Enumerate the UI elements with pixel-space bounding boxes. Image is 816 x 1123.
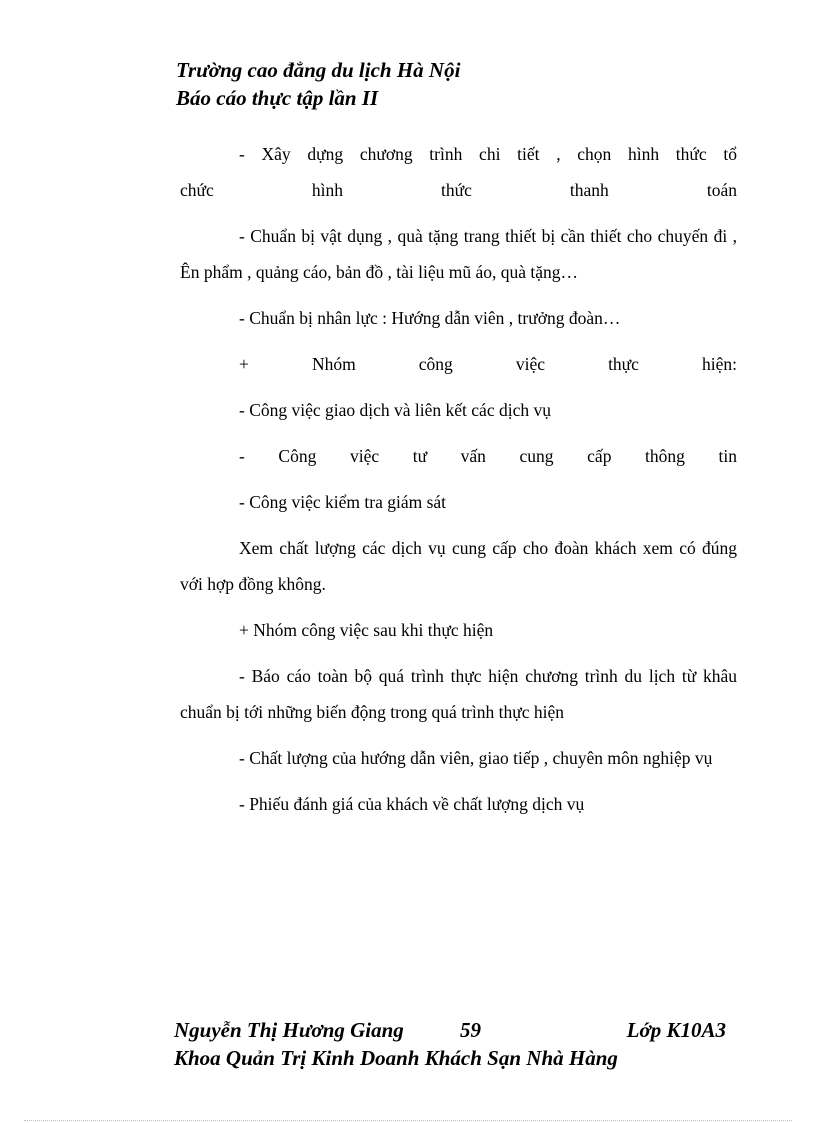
paragraph-1-line-2: chức hình thức thanh toán: [180, 180, 737, 200]
footer-page-number: 59: [460, 1018, 481, 1042]
paragraph-7: - Công việc kiểm tra giám sát: [239, 492, 447, 512]
paragraph-10: - Báo cáo toàn bộ quá trình thực hiện chương trình du lịch từ khâu chuẩn bị tới những biến động trong quá trình thực hiện: [180, 666, 737, 722]
paragraph-4: + Nhóm công việc thực hiện:: [239, 354, 737, 374]
paragraph-12: - Phiếu đánh giá của khách về chất lượng dịch vụ: [239, 794, 585, 814]
header-report-title: Báo cáo thực tập lần II: [176, 86, 379, 110]
paragraph-6: - Công việc tư vấn cung cấp thông tin: [239, 446, 737, 466]
paragraph-1-line-1: - Xây dựng chương trình chi tiết , chọn hình thức tổ: [239, 144, 737, 164]
paragraph-5: - Công việc giao dịch và liên kết các dịch vụ: [239, 400, 551, 420]
paragraph-11: - Chất lượng của hướng dẫn viên, giao tiếp , chuyên môn nghiệp vụ: [239, 748, 713, 768]
paragraph-8: Xem chất lượng các dịch vụ cung cấp cho đoàn khách xem có đúng với hợp đồng không.: [180, 538, 737, 594]
header-school-name: Trường cao đẳng du lịch Hà Nội: [176, 58, 461, 82]
paragraph-9: + Nhóm công việc sau khi thực hiện: [239, 620, 494, 640]
footer-faculty: Khoa Quản Trị Kinh Doanh Khách Sạn Nhà Hàng: [174, 1046, 618, 1070]
paragraph-2: - Chuẩn bị vật dụng , quà tặng trang thiết bị cần thiết cho chuyến đi , Ên phẩm , quảng cáo, bản đồ , tài liệu mũ áo, quà tặng…: [180, 226, 737, 282]
page-bottom-divider: [24, 1120, 792, 1121]
paragraph-3: - Chuẩn bị nhân lực : Hướng dẫn viên , trưởng đoàn…: [239, 308, 621, 328]
footer-author: Nguyễn Thị Hương Giang: [174, 1018, 404, 1042]
document-body: [180, 136, 737, 832]
footer-class: Lớp K10A3: [626, 1018, 726, 1042]
